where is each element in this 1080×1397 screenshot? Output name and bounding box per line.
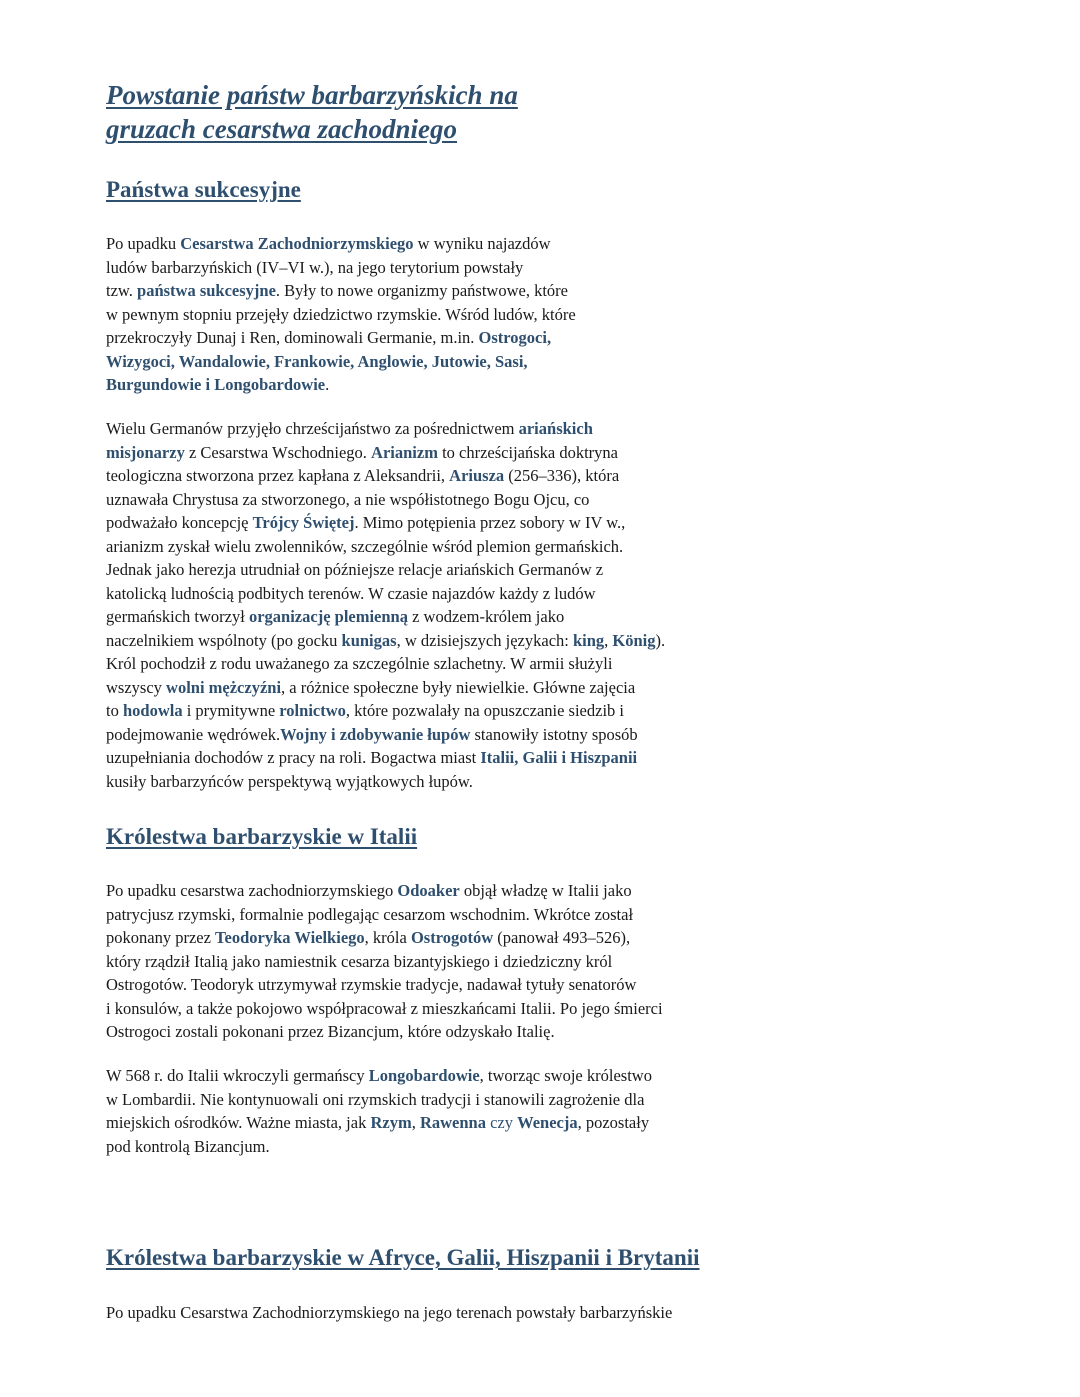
paragraph-longobardowie — [106, 1064, 652, 1158]
highlighted-term: king — [572, 630, 605, 650]
text-line — [106, 926, 663, 950]
highlighted-term: organizację plemienną — [248, 607, 408, 626]
highlighted-term: Longobardowie — [368, 1066, 480, 1085]
text-line — [106, 723, 665, 747]
highlighted-term: Cesarstwa Zachodniorzymskiego — [180, 234, 414, 253]
text-line — [106, 303, 576, 327]
text-segment: , króla — [364, 928, 411, 947]
text-segment: , pozostały — [577, 1113, 650, 1132]
text-line — [106, 256, 576, 280]
text-line — [106, 535, 665, 559]
highlighted-term: wolni mężczyźni — [166, 677, 282, 697]
highlighted-term: König — [612, 630, 656, 650]
text-segment: i prymitywne — [182, 701, 280, 720]
text-segment: który rządził Italią jako namiestnik cesarza bizantyjskiego i dziedziczny król — [106, 951, 613, 971]
section-heading-krolestwa-afryka-galia: Królestwa barbarzyskie w Afryce, Galii, Hiszpanii i Brytanii — [106, 1245, 700, 1270]
text-segment: i konsulów, a także pokojowo współpracował z mieszkańcami Italii. Po jego śmierci — [106, 998, 663, 1018]
highlighted-term: kunigas — [341, 630, 397, 650]
text-segment: uznawała Chrystusa za stworzonego, a nie współistotnego Bogu Ojcu, co — [106, 489, 590, 509]
section-heading-krolestwa-italia: Królestwa barbarzyskie w Italii — [106, 824, 418, 849]
text-segment: Po upadku — [106, 234, 181, 253]
text-line — [106, 973, 663, 997]
text-line — [106, 488, 665, 512]
text-segment: (panował 493–526), — [493, 928, 631, 947]
highlighted-term: Odoaker — [397, 881, 460, 900]
paragraph-panstwa-sukcesyjne-1 — [106, 232, 576, 397]
highlighted-term: Ariusza — [449, 466, 505, 485]
highlighted-term: Wenecja — [517, 1113, 578, 1132]
text-segment: . Mimo potępienia przez sobory w IV w., — [354, 513, 626, 532]
text-segment: podważało koncepcję — [106, 513, 253, 532]
highlighted-term: Wizygoci, Wandalowie, Frankowie, Anglowie, Jutowie, Sasi, — [106, 351, 528, 371]
text-segment: . — [325, 375, 330, 394]
text-segment: miejskich ośrodków. Ważne miasta, jak — [106, 1113, 371, 1132]
highlighted-term: Ostrogotów — [410, 928, 494, 947]
text-line — [106, 699, 665, 723]
text-line — [106, 326, 576, 350]
text-segment: wszyscy — [106, 677, 167, 697]
text-line — [106, 1135, 652, 1159]
text-line — [106, 373, 576, 397]
text-segment: naczelnikiem wspólnoty (po gocku — [106, 630, 342, 650]
connector-word: czy — [485, 1113, 518, 1132]
highlighted-term: hodowla — [122, 701, 183, 720]
paragraph-odoaker-teodoryk — [106, 879, 663, 1044]
text-line — [106, 1020, 663, 1044]
text-segment: to — [106, 701, 123, 720]
text-segment: Ostrogoci zostali pokonani przez Bizancjum, które odzyskało Italię. — [106, 1022, 555, 1041]
text-segment: Po upadku Cesarstwa Zachodniorzymskiego na jego terenach powstały barbarzyńskie — [106, 1303, 673, 1322]
text-segment: (256–336), która — [504, 466, 620, 485]
text-line — [106, 605, 665, 629]
text-line — [106, 746, 665, 770]
text-segment: arianizm zyskał wielu zwolenników, szczególnie wśród plemion germańskich. — [106, 536, 624, 556]
text-segment: ). — [655, 630, 666, 650]
title-line-1: Powstanie państw barbarzyńskich na — [106, 80, 518, 110]
text-line — [106, 879, 663, 903]
text-segment: , a różnice społeczne były niewielkie. Główne zajęcia — [281, 677, 636, 697]
text-segment: w pewnym stopniu przejęły dziedzictwo rzymskie. Wśród ludów, które — [106, 304, 576, 324]
text-line — [106, 997, 663, 1021]
text-line — [106, 232, 576, 256]
text-line — [106, 1111, 652, 1135]
text-segment: katolicką ludnością podbitych terenów. W czasie najazdów każdy z ludów — [106, 583, 596, 603]
highlighted-term: Burgundowie i Longobardowie — [106, 375, 326, 394]
text-line — [106, 950, 663, 974]
text-segment: , — [604, 630, 613, 650]
highlighted-term: Ostrogoci, — [478, 328, 552, 347]
text-line — [106, 582, 665, 606]
highlighted-term: Teodoryka Wielkiego — [215, 928, 365, 947]
text-segment: Ostrogotów. Teodoryk utrzymywał rzymskie tradycje, nadawał tytuły senatorów — [106, 975, 637, 994]
text-line — [106, 629, 665, 653]
highlighted-term: Rzym — [370, 1113, 412, 1132]
highlighted-term: Arianizm — [371, 442, 438, 462]
text-segment: , w dzisiejszych językach: — [396, 630, 573, 650]
text-line — [106, 350, 576, 374]
text-segment: Wielu Germanów przyjęło chrześcijaństwo za pośrednictwem — [106, 419, 519, 438]
highlighted-term: rolnictwo — [279, 701, 346, 720]
highlighted-term: Rawenna — [419, 1113, 486, 1132]
text-line — [106, 903, 663, 927]
title-line-2: gruzach cesarstwa zachodniego — [106, 114, 458, 144]
section-heading-panstwa-sukcesyjne: Państwa sukcesyjne — [106, 177, 301, 202]
text-line — [106, 511, 665, 535]
text-segment: ludów barbarzyńskich (IV–VI w.), na jego terytorium powstały — [106, 257, 524, 277]
text-line — [106, 279, 576, 303]
text-segment: , tworząc swoje królestwo — [479, 1066, 652, 1085]
text-segment: tzw. — [106, 281, 138, 300]
text-segment: to chrześcijańska doktryna — [437, 442, 618, 462]
text-segment: patrycjusz rzymski, formalnie podlegając cesarzom wschodnim. Wkrótce został — [106, 904, 634, 924]
text-segment: w Lombardii. Nie kontynuowali oni rzymskich tradycji i stanowili zagrożenie dla — [106, 1089, 645, 1109]
text-segment: z wodzem-królem jako — [407, 607, 565, 626]
text-line — [106, 652, 665, 676]
highlighted-term: ariańskich — [518, 419, 593, 438]
paragraph-arianizm — [106, 417, 665, 793]
text-segment: przekroczyły Dunaj i Ren, dominowali Germanie, m.in. — [106, 328, 479, 347]
highlighted-term: Wojny i zdobywanie łupów — [280, 724, 471, 744]
text-line — [106, 676, 665, 700]
text-segment: teologiczna stworzona przez kapłana z Aleksandrii, — [106, 466, 450, 485]
text-line — [106, 417, 665, 441]
text-segment: uzupełniania dochodów z pracy na roli. Bogactwa miast — [106, 748, 481, 767]
text-segment: , — [411, 1113, 420, 1132]
highlighted-term: państwa sukcesyjne — [137, 281, 276, 300]
text-segment: . Były to nowe organizmy państwowe, które — [275, 281, 568, 300]
highlighted-term: misjonarzy — [106, 442, 185, 462]
text-line — [106, 464, 665, 488]
text-segment: germańskich tworzył — [106, 607, 249, 626]
text-segment: W 568 r. do Italii wkroczyli germańscy — [106, 1066, 369, 1085]
highlighted-term: Trójcy Świętej — [252, 513, 355, 532]
text-segment: pod kontrolą Bizancjum. — [106, 1136, 270, 1156]
text-line — [106, 770, 665, 794]
text-segment: z Cesarstwa Wschodniego. — [184, 442, 372, 462]
text-segment: objął władzę w Italii jako — [459, 881, 632, 900]
text-segment: Król pochodził z rodu uważanego za szczególnie szlachetny. W armii służyli — [106, 654, 613, 673]
text-segment: kusiły barbarzyńców perspektywą wyjątkowych łupów. — [106, 771, 473, 791]
text-segment: Jednak jako herezja utrudniał on późniejsze relacje ariańskich Germanów z — [106, 560, 604, 579]
text-segment: Po upadku cesarstwa zachodniorzymskiego — [106, 881, 398, 900]
text-line — [106, 558, 665, 582]
highlighted-term: Italii, Galii i Hiszpanii — [480, 748, 638, 767]
document-title — [106, 78, 518, 146]
text-line — [106, 1301, 672, 1325]
text-segment: podejmowanie wędrówek. — [106, 724, 281, 744]
paragraph-afryka-galia-intro — [106, 1301, 672, 1325]
text-line — [106, 1064, 652, 1088]
text-line — [106, 1088, 652, 1112]
text-segment: stanowiły istotny sposób — [470, 724, 638, 744]
text-segment: pokonany przez — [106, 928, 216, 947]
text-segment: , które pozwalały na opuszczanie siedzib i — [345, 701, 624, 720]
text-line — [106, 441, 665, 465]
text-segment: w wyniku najazdów — [413, 234, 551, 253]
